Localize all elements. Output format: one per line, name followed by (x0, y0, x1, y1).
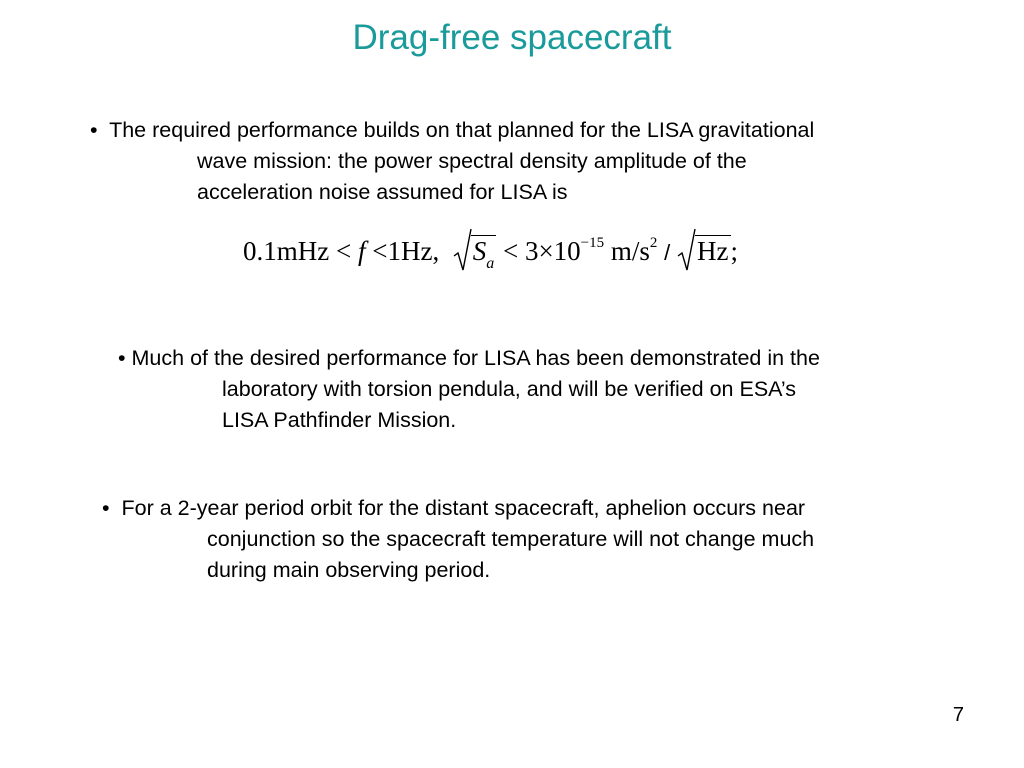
bullet-2 (118, 343, 820, 436)
eq-variable: f (357, 236, 366, 266)
bullet-text: The required performance builds on that planned for the LISA gravitational (109, 118, 815, 142)
eq-less-than-1: < (335, 236, 352, 266)
eq-sqrt-symbol: S (472, 236, 487, 266)
eq-terminator: ; (730, 236, 739, 266)
sqrt-hz (677, 236, 730, 267)
bullet-1-line-1 (90, 115, 814, 146)
eq-less-than-3: < (502, 236, 519, 266)
bullet-1-line-3: acceleration noise assumed for LISA is (197, 180, 568, 204)
eq-sqrt-subscript: a (486, 255, 495, 272)
slide-title: Drag-free spacecraft (352, 18, 672, 57)
bullet-2-line-2: laboratory with torsion pendula, and will be verified on ESA’s (222, 377, 797, 401)
eq-lower-bound: 0.1mHz (243, 236, 330, 266)
eq-slash: / (664, 240, 671, 265)
bullet-text: For a 2-year period orbit for the distant spacecraft, aphelion occurs near (121, 496, 806, 520)
bullet-3 (102, 493, 814, 586)
bullet-3-line-2: conjunction so the spacecraft temperature will not change much (207, 527, 815, 551)
bullet-marker: • (90, 118, 98, 142)
bullet-2-line-3: LISA Pathfinder Mission. (222, 408, 457, 432)
bullet-3-line-3: during main observing period. (207, 558, 491, 582)
eq-less-than-2: < (372, 236, 388, 266)
bullet-2-line-1 (118, 343, 820, 374)
radical-sign-icon (453, 228, 473, 272)
page-number: 7 (952, 704, 964, 726)
eq-sqrt-unit: Hz (697, 236, 729, 266)
bullet-marker: • (118, 346, 126, 370)
sqrt-sa (453, 236, 497, 272)
eq-upper-bound: 1Hz, (387, 236, 440, 266)
eq-unit-exponent: 2 (649, 235, 658, 251)
bullet-text: Much of the desired performance for LISA has been demonstrated in the (131, 346, 820, 370)
eq-coefficient: 3×10 (524, 236, 581, 266)
eq-unit: m/s (610, 236, 650, 266)
bullet-1 (90, 115, 814, 208)
eq-exponent: −15 (580, 235, 605, 251)
acceleration-noise-equation (243, 236, 738, 280)
bullet-marker: • (102, 496, 110, 520)
bullet-3-line-1 (102, 493, 814, 524)
bullet-1-line-2: wave mission: the power spectral density amplitude of the (197, 149, 747, 173)
